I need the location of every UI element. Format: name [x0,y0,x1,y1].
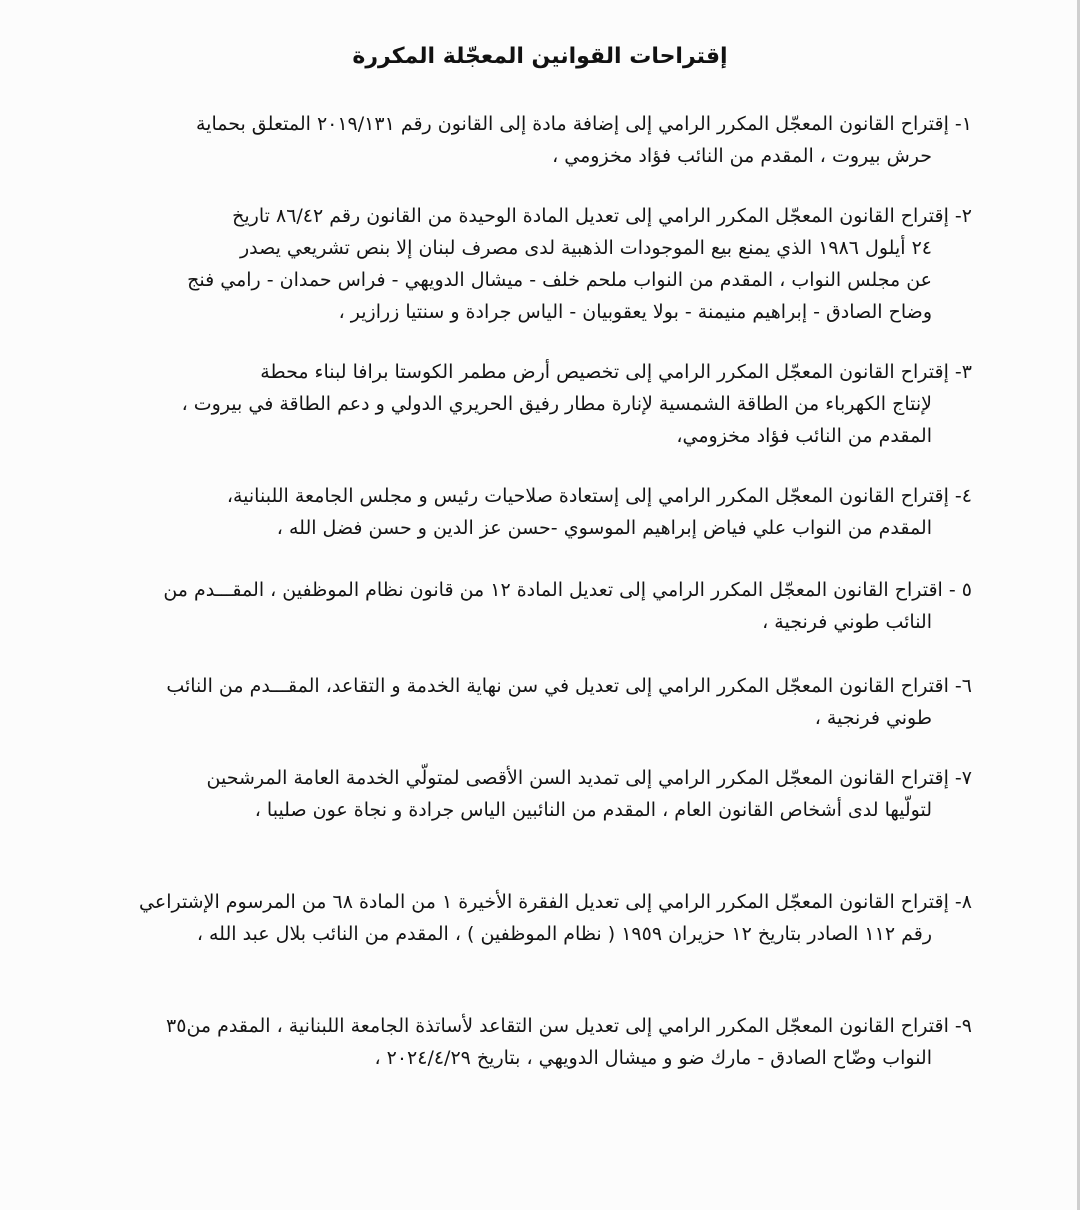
law-proposal-item-4 [92,480,972,544]
item-9-line-1: ٩- اقتراح القانون المعجّل المكرر الرامي إلى تعديل سن التقاعد لأساتذة الجامعة اللبنانية ، المقدم من٣٥ [166,1015,972,1037]
law-proposal-item-9 [92,1010,972,1074]
item-1-line-1: ١- إقتراح القانون المعجّل المكرر الرامي إلى إضافة مادة إلى القانون رقم ٢٠١٩/١٣١ المتعلق بحماية [195,113,972,135]
item-5-line-1: ٥ - اقتراح القانون المعجّل المكرر الرامي إلى تعديل المادة ١٢ من قانون نظام الموظفين ، المقـــدم من [163,579,972,601]
item-5-line-2: النائب طوني فرنجية ، [762,611,932,633]
item-4-line-1: ٤- إقتراح القانون المعجّل المكرر الرامي إلى إستعادة صلاحيات رئيس و مجلس الجامعة اللبنانية، [226,485,972,507]
item-2-line-3: عن مجلس النواب ، المقدم من النواب ملحم خلف - ميشال الدويهي - فراس حمدان - رامي فنج [187,269,932,291]
item-2-line-4: وضاح الصادق - إبراهيم منيمنة - بولا يعقوبيان - الياس جرادة و سنتيا زرازير ، [338,301,932,323]
item-7-line-2: لتولّيها لدى أشخاص القانون العام ، المقدم من النائبين الياس جرادة و نجاة عون صليبا ، [254,799,932,821]
item-9-line-2: النواب وضّاح الصادق - مارك ضو و ميشال الدويهي ، بتاريخ ٢٠٢٤/٤/٢٩ ، [374,1047,932,1069]
item-1-line-2: حرش بيروت ، المقدم من النائب فؤاد مخزومي ، [552,145,932,167]
law-proposal-item-7 [92,762,972,826]
law-proposal-item-3 [92,356,972,452]
item-2-line-2: ٢٤ أيلول ١٩٨٦ الذي يمنع بيع الموجودات الذهبية لدى مصرف لبنان إلا بنص تشريعي يصدر [239,237,932,259]
law-proposal-item-8 [72,886,972,950]
law-proposal-item-6 [92,670,972,734]
law-proposal-item-1 [92,108,972,172]
law-proposal-item-5 [92,574,972,638]
law-proposal-item-2 [92,200,972,328]
item-4-line-2: المقدم من النواب علي فياض إبراهيم الموسوي -حسن عز الدين و حسن فضل الله ، [276,517,932,539]
item-6-line-2: طوني فرنجية ، [814,707,932,729]
item-3-line-1: ٣- إقتراح القانون المعجّل المكرر الرامي إلى تخصيص أرض مطمر الكوستا برافا لبناء محطة [260,361,972,383]
item-7-line-1: ٧- إقتراح القانون المعجّل المكرر الرامي إلى تمديد السن الأقصى لمتولّي الخدمة العامة المرشحين [206,767,972,789]
document-title: إقتراحات القوانين المعجّلة المكررة [352,44,728,69]
item-6-line-1: ٦- اقتراح القانون المعجّل المكرر الرامي إلى تعديل في سن نهاية الخدمة و التقاعد، المقـــدم من النائب [166,675,972,697]
item-3-line-2: لإنتاج الكهرباء من الطاقة الشمسية لإنارة مطار رفيق الحريري الدولي و دعم الطاقة في بيروت ، [181,393,932,415]
item-8-line-1: ٨- إقتراح القانون المعجّل المكرر الرامي إلى تعديل الفقرة الأخيرة ١ من المادة ٦٨ من المرسوم الإشتراعي [139,891,972,913]
item-2-line-1: ٢- إقتراح القانون المعجّل المكرر الرامي إلى تعديل المادة الوحيدة من القانون رقم ٨٦/٤٢ تاريخ [232,205,972,227]
item-3-line-3: المقدم من النائب فؤاد مخزومي، [676,425,932,447]
item-8-line-2: رقم ١١٢ الصادر بتاريخ ١٢ حزيران ١٩٥٩ ( نظام الموظفين ) ، المقدم من النائب بلال عبد الله ، [196,923,932,945]
